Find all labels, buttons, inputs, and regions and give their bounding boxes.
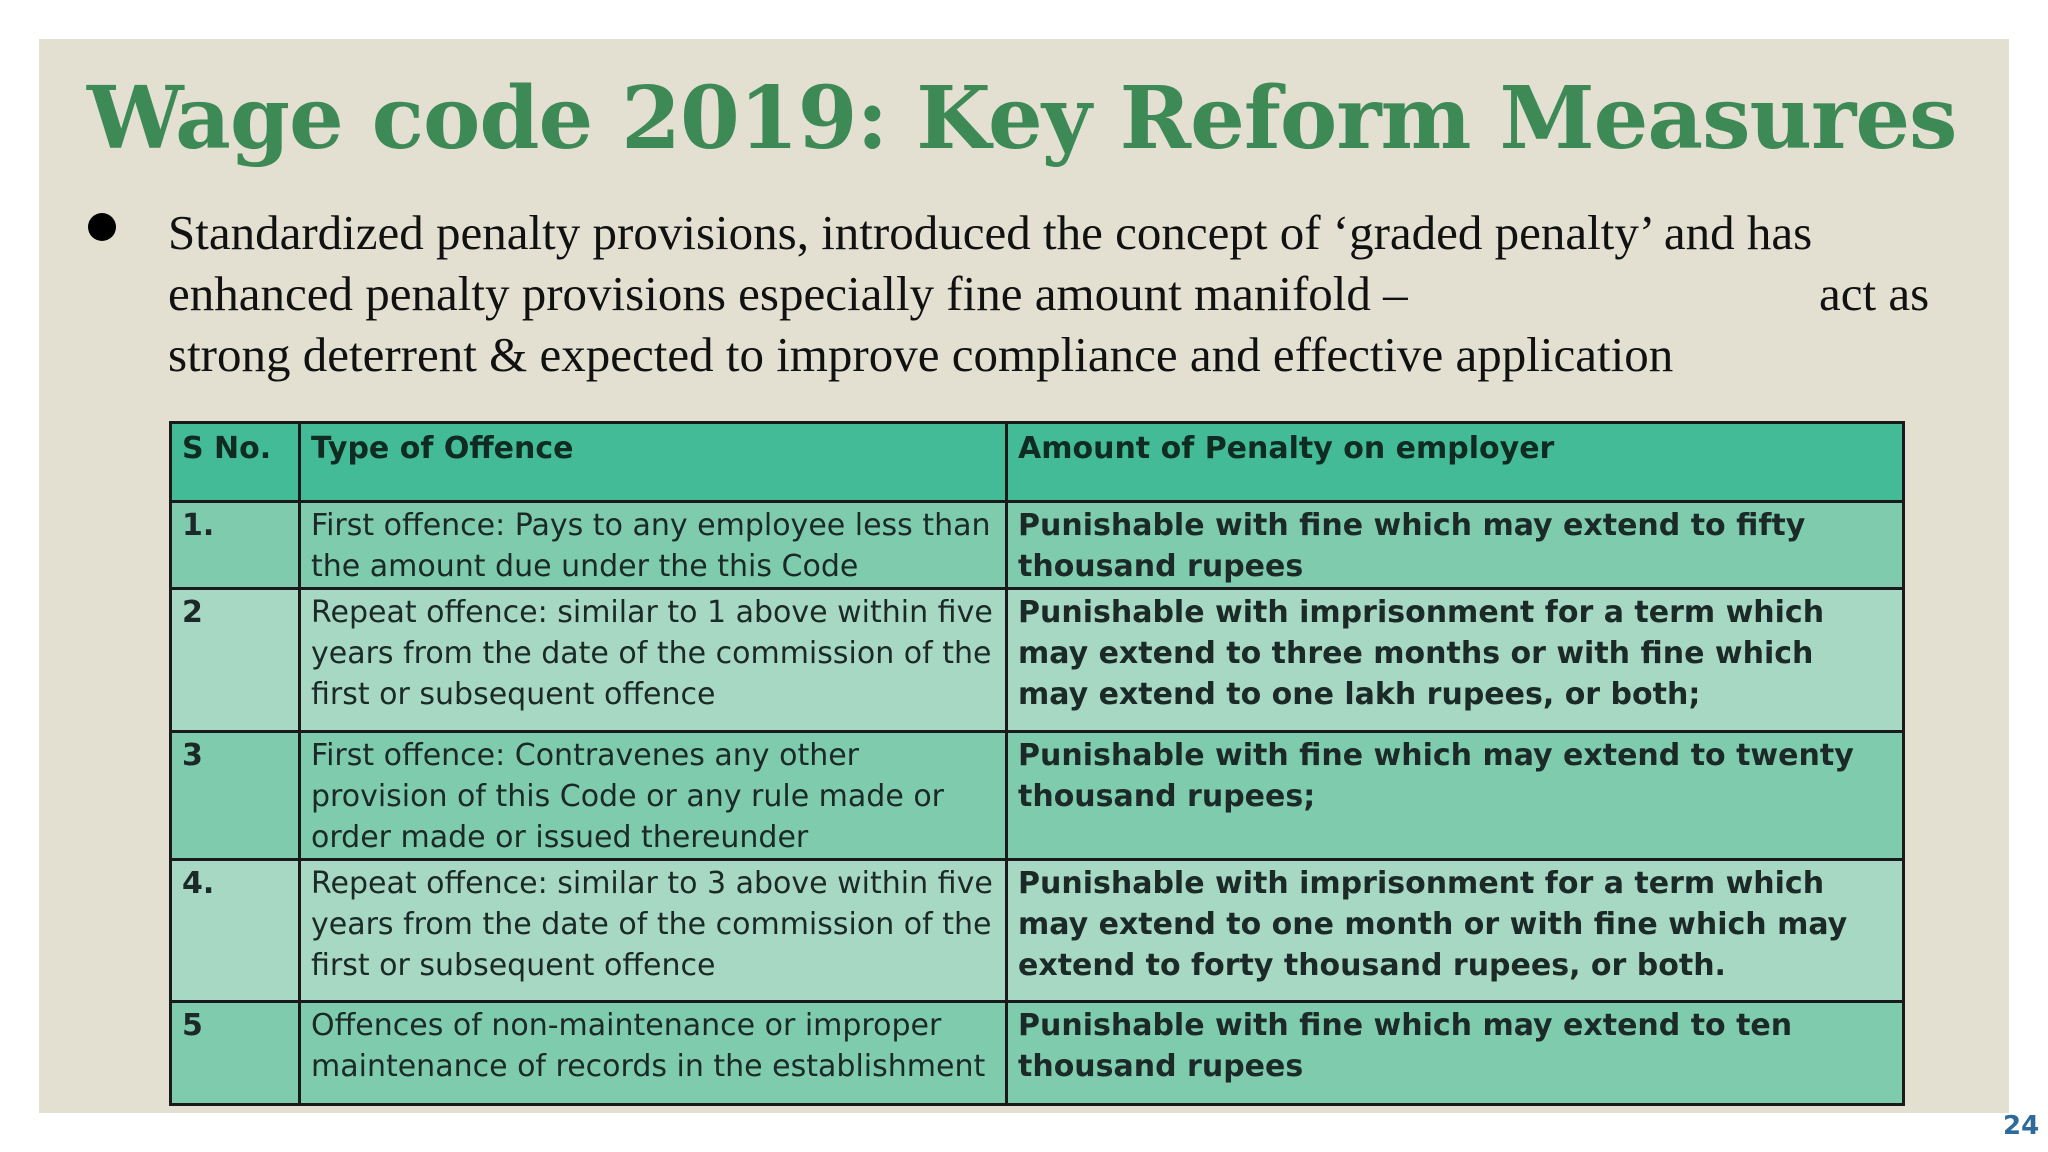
row-penalty: Punishable with fine which may extend to twenty thousand rupees;	[1007, 732, 1904, 860]
bullet-line-1: Standardized penalty provisions, introduced the concept of ‘graded penalty’ and has	[168, 205, 1813, 260]
bullet-paragraph	[168, 202, 1968, 385]
row-sno: 5	[171, 1002, 300, 1105]
row-penalty: Punishable with fine which may extend to fifty thousand rupees	[1007, 502, 1904, 589]
row-sno: 2	[171, 589, 300, 732]
bullet-line-2-end: act as	[1819, 266, 1930, 321]
page-number: 24	[2003, 1111, 2040, 1141]
table-row	[171, 1002, 1904, 1105]
table-row	[171, 732, 1904, 860]
row-penalty: Punishable with imprisonment for a term which may extend to one month or with fine which may extend to forty thousand rupees, or both.	[1007, 860, 1904, 1002]
table-row	[171, 589, 1904, 732]
row-offence: Repeat offence: similar to 1 above within five years from the date of the commission of the first or subsequent offence	[300, 589, 1007, 732]
row-penalty: Punishable with fine which may extend to ten thousand rupees	[1007, 1002, 1904, 1105]
header-penalty-amount: Amount of Penalty on employer	[1007, 423, 1904, 502]
bullet-line-2-start: enhanced penalty provisions especially fine amount manifold –	[168, 266, 1408, 321]
bullet-line-3: strong deterrent & expected to improve compliance and effective application	[168, 327, 1674, 382]
bullet-line-2	[168, 263, 1968, 324]
row-sno: 4.	[171, 860, 300, 1002]
table-header-row	[171, 423, 1904, 502]
table-row	[171, 502, 1904, 589]
row-offence: Offences of non-maintenance or improper maintenance of records in the establishment	[300, 1002, 1007, 1105]
header-sno: S No.	[171, 423, 300, 502]
row-sno: 3	[171, 732, 300, 860]
slide-title: Wage code 2019: Key Reform Measures	[87, 68, 1957, 169]
row-offence: First offence: Contravenes any other provision of this Code or any rule made or order made or issued thereunder	[300, 732, 1007, 860]
bullet-icon	[88, 213, 116, 241]
slide	[39, 39, 2040, 1141]
table-row	[171, 860, 1904, 1002]
header-offence-type: Type of Offence	[300, 423, 1007, 502]
row-penalty: Punishable with imprisonment for a term which may extend to three months or with fine which may extend to one lakh rupees, or both;	[1007, 589, 1904, 732]
row-offence: Repeat offence: similar to 3 above within five years from the date of the commission of the first or subsequent offence	[300, 860, 1007, 1002]
penalty-table	[169, 421, 1905, 1106]
row-sno: 1.	[171, 502, 300, 589]
row-offence: First offence: Pays to any employee less than the amount due under the this Code	[300, 502, 1007, 589]
